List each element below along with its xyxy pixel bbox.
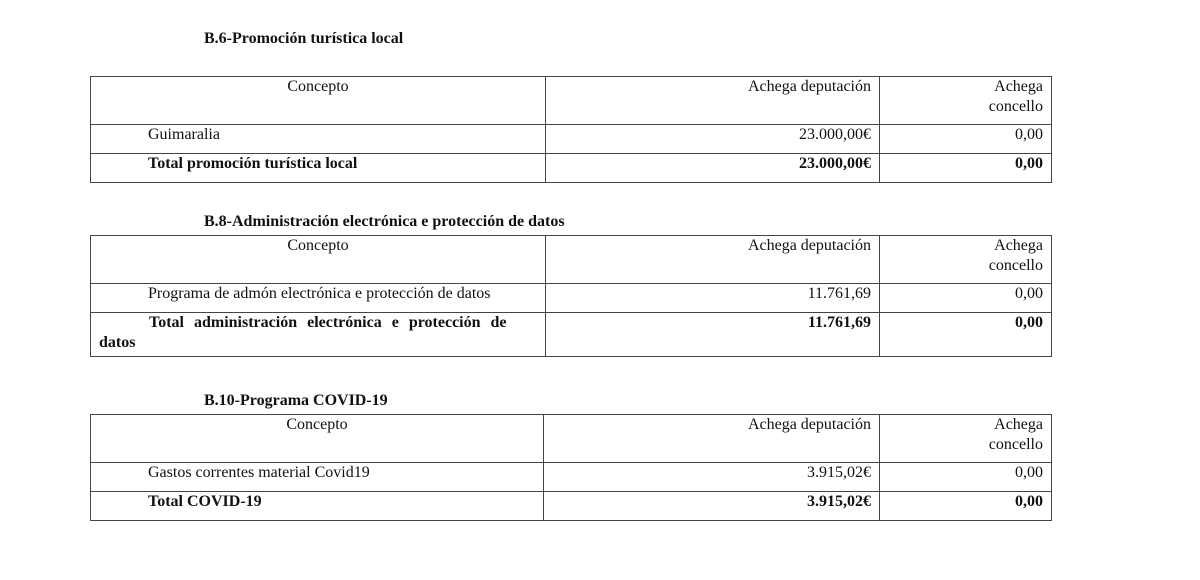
header-concepto: Concepto [91,77,546,125]
header-concepto: Concepto [91,236,546,284]
total-row [91,154,1052,183]
item-concept: Gastos correntes material Covid19 [91,463,544,492]
total-concept-line1: Total administración electrónica e protección de [149,314,507,331]
header-achega-concello [880,77,1052,125]
total-row [91,313,1052,357]
table-row [91,463,1052,492]
section-heading-b10: B.10-Programa COVID-19 [204,392,388,409]
header-achega-concello [880,415,1052,463]
header-concello-line2: concello [988,436,1043,453]
item-deputacion: 23.000,00€ [546,125,880,154]
item-concept: Programa de admón electrónica e protección de datos [91,284,546,313]
header-concello-line1: Achega [994,237,1043,254]
table-header-row [91,415,1052,463]
table-row [91,125,1052,154]
total-row [91,492,1052,521]
section-heading-b6: B.6-Promoción turística local [204,30,404,47]
total-concello: 0,00 [880,492,1052,521]
item-concept: Guimaralia [91,125,546,154]
total-deputacion: 11.761,69 [546,313,880,357]
table-row [91,284,1052,313]
header-achega-deputacion: Achega deputación [546,77,880,125]
header-concepto: Concepto [91,415,544,463]
total-concello: 0,00 [880,313,1052,357]
header-achega-deputacion: Achega deputación [544,415,880,463]
item-concello: 0,00 [880,284,1052,313]
header-achega-concello [880,236,1052,284]
total-concept-line2: datos [99,334,136,351]
item-deputacion: 3.915,02€ [544,463,880,492]
header-achega-deputacion: Achega deputación [546,236,880,284]
table-header-row [91,236,1052,284]
header-concello-line1: Achega [994,78,1043,95]
table-header-row [91,77,1052,125]
item-concello: 0,00 [880,125,1052,154]
total-deputacion: 23.000,00€ [546,154,880,183]
total-concello: 0,00 [880,154,1052,183]
header-concello-line2: concello [988,98,1043,115]
header-concello-line1: Achega [994,416,1043,433]
total-concept: Total promoción turística local [91,154,546,183]
table-b6 [90,76,1052,183]
header-concello-line2: concello [988,257,1043,274]
table-b10 [90,414,1052,521]
item-deputacion: 11.761,69 [546,284,880,313]
total-concept: Total COVID-19 [91,492,544,521]
total-deputacion: 3.915,02€ [544,492,880,521]
section-heading-b8: B.8-Administración electrónica e protección de datos [204,213,565,230]
item-concello: 0,00 [880,463,1052,492]
total-concept [91,313,546,357]
table-b8 [90,235,1052,357]
